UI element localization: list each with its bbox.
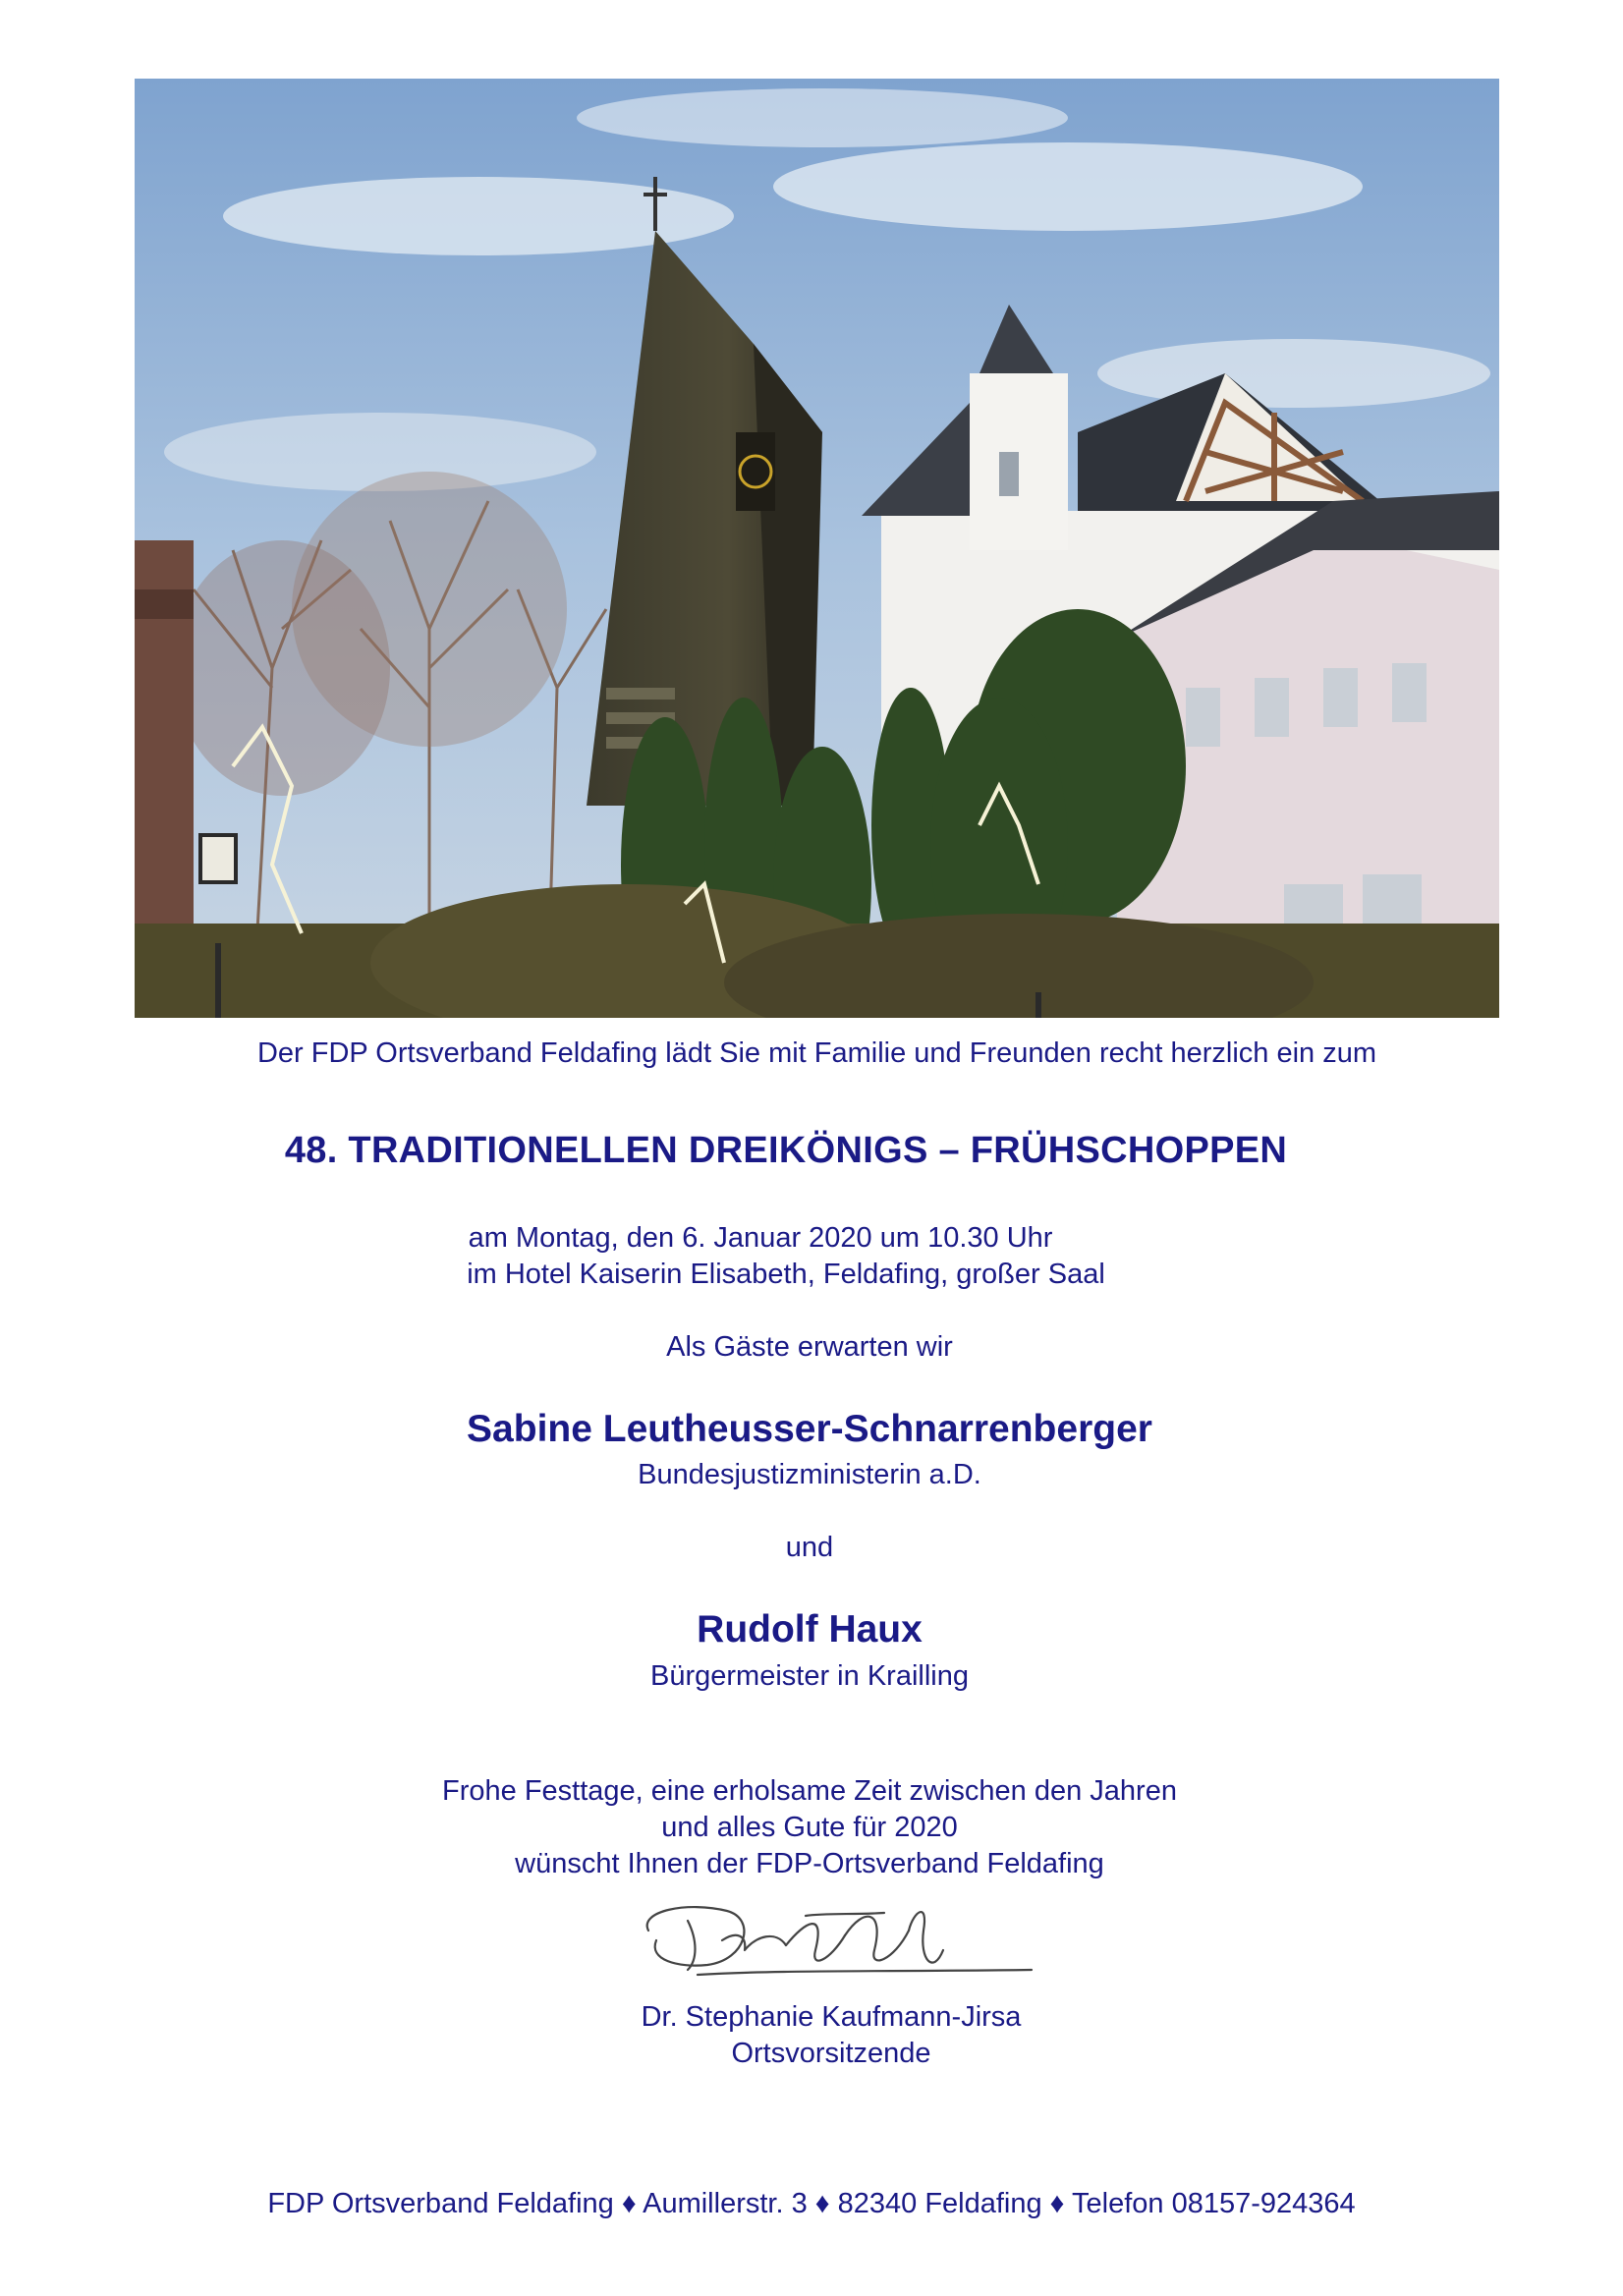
greeting-line-3: wünscht Ihnen der FDP-Ortsverband Feldafing	[515, 1848, 1104, 1879]
event-headline: 48. TRADITIONELLEN DREIKÖNIGS – FRÜHSCHOPPEN	[284, 1130, 1288, 1171]
invitation-intro: Der FDP Ortsverband Feldafing lädt Sie mit Familie und Freunden recht herzlich ein zum	[256, 1037, 1376, 1069]
greeting-line-1: Frohe Festtage, eine erholsame Zeit zwischen den Jahren	[442, 1775, 1177, 1807]
event-venue: im Hotel Kaiserin Elisabeth, Feldafing, großer Saal	[467, 1259, 1105, 1290]
event-date: am Montag, den 6. Januar 2020 um 10.30 Uhr	[468, 1222, 1053, 1254]
signer-title: Ortsvorsitzende	[731, 2038, 931, 2069]
handwritten-signature	[629, 1891, 1041, 1999]
guests-intro: Als Gäste erwarten wir	[666, 1331, 953, 1363]
guest-1-name: Sabine Leutheusser-Schnarrenberger	[467, 1408, 1152, 1450]
greeting-line-2: und alles Gute für 2020	[661, 1812, 958, 1843]
guests-separator: und	[785, 1532, 834, 1563]
guest-2-name: Rudolf Haux	[697, 1608, 923, 1651]
signer-name: Dr. Stephanie Kaufmann-Jirsa	[641, 2001, 1022, 2033]
footer-address: FDP Ortsverband Feldafing ♦ Aumillerstr. 3 ♦ 82340 Feldafing ♦ Telefon 08157-924364	[267, 2188, 1356, 2219]
guest-1-role: Bundesjustizministerin a.D.	[638, 1459, 981, 1490]
header-photo	[135, 79, 1499, 1018]
church-photo-illustration	[135, 79, 1499, 1018]
guest-2-role: Bürgermeister in Krailling	[650, 1660, 969, 1692]
